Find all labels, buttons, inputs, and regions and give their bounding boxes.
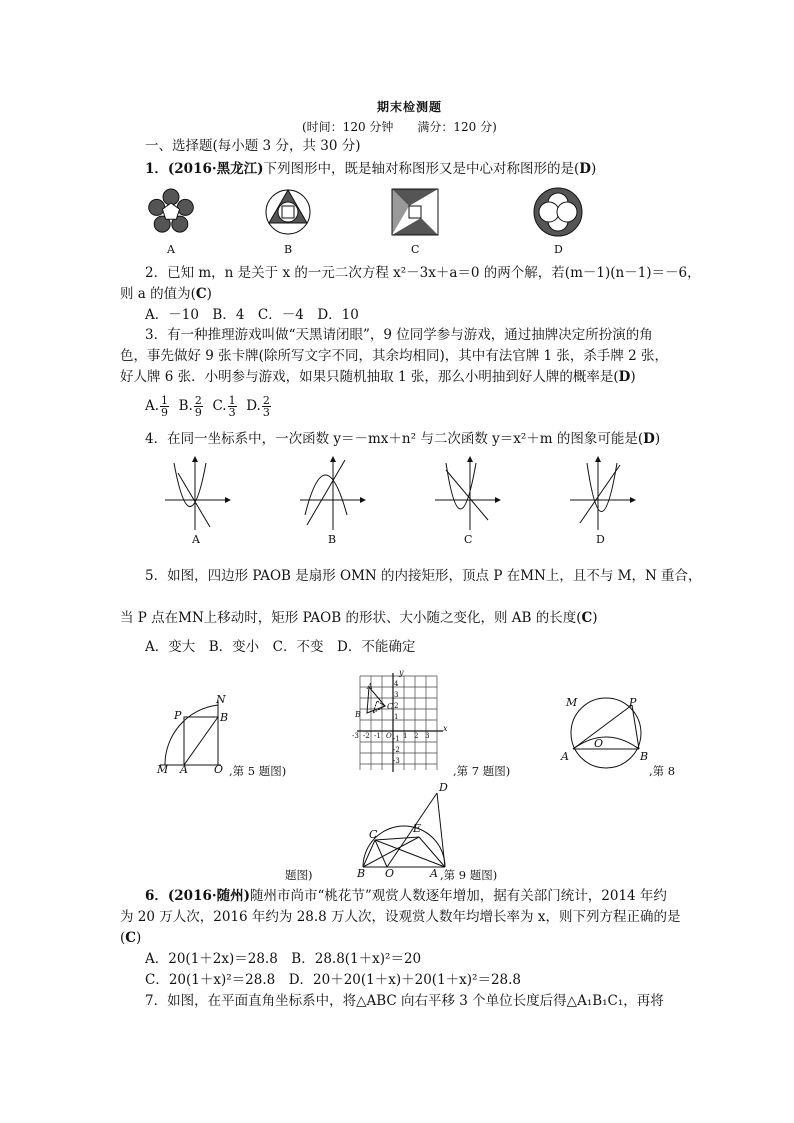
fig9-c: C	[369, 828, 378, 841]
q3-frac-b: $\frac{2}{9}$	[194, 394, 202, 419]
q4-close: )	[654, 431, 661, 447]
figure-7-caption: ,第 7 题图)	[453, 764, 511, 778]
q3-opt-d: D.	[246, 398, 261, 414]
q1-figures	[145, 185, 605, 260]
q6-close: )	[136, 930, 142, 946]
q6-options-cd: C．20(1＋x)²＝28.8 D．20＋20(1＋x)＋20(1＋x)²＝28.8	[145, 972, 522, 988]
q2-options: A．－10 B．4 C．－4 D．10	[145, 307, 359, 323]
q1-figure-d	[534, 188, 582, 236]
q6-options-ab: A．20(1＋2x)＝28.8 B．28.8(1＋x)²＝20	[145, 951, 422, 967]
q4-label-c: C	[464, 533, 473, 546]
q4-graphs	[160, 455, 630, 535]
q7-line1: 7．如图，在平面直角坐标系中，将△ABC 向右平移 3 个单位长度后得△A₁B₁C₁，再将	[145, 993, 664, 1009]
fig7-origin: O	[386, 732, 392, 740]
q3-answer: D	[618, 369, 631, 385]
q2-answer: C	[195, 286, 207, 302]
q4-graph-b	[300, 457, 365, 530]
fig7-y: y	[399, 668, 404, 677]
q1-close: )	[590, 161, 597, 177]
q4-answer: D	[643, 431, 655, 447]
q2-line1: 2．已知 m，n 是关于 x 的一元二次方程 x²－3x＋a＝0 的两个解，若(m－1)(n－1)＝－6，	[145, 265, 701, 281]
q1-figure-b	[266, 190, 310, 234]
q3-frac-d: $\frac{2}{3}$	[262, 394, 270, 419]
fig8-p: P	[629, 696, 637, 709]
q3-frac-c: $\frac{1}{3}$	[228, 394, 236, 419]
fig7-a: A	[367, 682, 373, 691]
q4-graph-a	[165, 457, 230, 530]
fig7-tick-y-4: 4	[394, 680, 399, 688]
q1-answer: D	[579, 161, 591, 177]
q6-number: 6．	[145, 888, 168, 904]
q5-line1: 5．如图，四边形 PAOB 是扇形 OMN 的内接矩形，顶点 P 在MN上，且不与 M，N 重合，	[145, 568, 702, 584]
q6-open: (	[120, 930, 126, 946]
q3-frac-a: $\frac{1}{9}$	[161, 394, 169, 419]
fig9-a: A	[430, 867, 438, 880]
fig7-tick-y-3: 3	[394, 691, 399, 699]
figure-9-caption: ,第 9 题图)	[440, 868, 498, 882]
q2-line2-text: 则 a 的值为(	[120, 286, 196, 302]
q3-line2: 色，事先做好 9 张卡牌(除所写文字不同，其余均相同)，其中有法官牌 1 张，杀手牌 2 张，	[120, 348, 669, 364]
q5-options: A．变大 B．变小 C．不变 D．不能确定	[145, 639, 416, 655]
q3-opt-a: A.	[145, 398, 160, 414]
q1-label-b: B	[284, 243, 293, 256]
fig8-b: B	[640, 750, 649, 763]
q3-line3-text: 好人牌 6 张．小明参与游戏，如果只随机抽取 1 张，那么小明抽到好人牌的概率是(	[120, 369, 619, 385]
q3-opt-b: B.	[178, 398, 193, 414]
fig5-n: N	[216, 693, 226, 706]
fig8-a: A	[561, 750, 569, 763]
page-subtitle: (时间：120 分钟 满分：120 分)	[302, 120, 497, 134]
q1-number: 1．	[145, 161, 168, 177]
q3-line3	[120, 368, 636, 386]
fig7-tick-x-neg1: -1	[374, 732, 381, 740]
q2-line2	[120, 285, 212, 303]
fig7-tick-x-neg2: -2	[363, 732, 370, 740]
q1-label-a: A	[167, 243, 175, 256]
q5-answer: C	[581, 610, 593, 626]
fig5-b: B	[220, 711, 229, 724]
fig7-b: B	[355, 710, 361, 719]
fig7-tick-y-2: 2	[394, 702, 399, 710]
q3-close: )	[630, 369, 636, 385]
fig9-d: D	[439, 781, 448, 794]
figure-8-caption-b: 题图)	[285, 868, 313, 882]
fig9-o: O	[385, 867, 395, 880]
fig7-tick-x-1: 1	[403, 732, 408, 740]
fig7-tick-y-neg2: -2	[393, 746, 400, 754]
q3-line1: 3．有一种推理游戏叫做“天黑请闭眼”，9 位同学参与游戏，通过抽牌决定所扮演的角	[145, 327, 653, 343]
fig7-tick-y-neg1: -1	[393, 735, 400, 743]
fig5-o: O	[214, 763, 224, 776]
q1-text: 下列图形中，既是轴对称图形又是中心对称图形的是(	[263, 161, 580, 177]
q6-line1	[145, 887, 667, 905]
question-1	[145, 160, 596, 178]
q6-source: (2016·随州)	[167, 888, 250, 904]
fig5-p: P	[174, 709, 182, 722]
page-title: 期末检测题	[377, 100, 443, 114]
q4-graph-d	[570, 457, 635, 530]
q6-answer: C	[125, 930, 137, 946]
q3-opt-c: C.	[212, 398, 227, 414]
fig9-b: B	[357, 867, 366, 880]
figure-5	[155, 695, 235, 770]
fig7-tick-y-neg3: -3	[393, 757, 400, 765]
section-heading: 一、选择题(每小题 3 分，共 30 分)	[145, 138, 361, 154]
q4-graph-c	[435, 457, 500, 530]
fig7-c: C	[387, 702, 394, 711]
fig7-tick-x-neg3: -3	[352, 732, 359, 740]
q1-figure-c	[392, 189, 438, 235]
fig9-e: E	[413, 822, 422, 835]
q4-label-d: D	[596, 533, 605, 546]
figure-5-caption: ,第 5 题图)	[229, 764, 287, 778]
q2-close: )	[206, 286, 212, 302]
fig7-x: x	[443, 724, 448, 733]
q3-options	[145, 393, 272, 419]
fig7-tick-x-2: 2	[414, 732, 419, 740]
q5-close: )	[592, 610, 598, 626]
q4-text	[145, 430, 660, 448]
q6-line2: 为 20 万人次，2016 年约为 28.8 万人次，设观赏人数年均增长率为 x，则下列方程正确的是	[120, 909, 681, 925]
fig8-m: M	[566, 696, 578, 709]
q5-line2-text: 当 P 点在MN上移动时，矩形 PAOB 的形状、大小随之变化，则 AB 的长度(	[120, 610, 582, 626]
fig7-tick-y-1: 1	[394, 713, 399, 721]
q1-source: (2016·黑龙江)	[167, 161, 264, 177]
fig5-m: M	[157, 763, 169, 776]
q5-line2	[120, 609, 598, 627]
fig8-o: O	[594, 737, 604, 750]
figure-8-caption-a: ,第 8	[649, 764, 676, 778]
q6-line1-text: 随州市尚市“桃花节”观赏人数逐年增加，据有关部门统计，2014 年约	[249, 888, 667, 904]
fig5-a: A	[180, 763, 188, 776]
q6-answer-line	[120, 929, 141, 947]
q1-figure-a	[149, 189, 194, 232]
q1-label-c: C	[411, 243, 420, 256]
q1-label-d: D	[554, 243, 563, 256]
q4-label-b: B	[328, 533, 337, 546]
q4-text-body: 4．在同一坐标系中，一次函数 y＝－mx＋n² 与二次函数 y＝x²＋m 的图象可能是(	[145, 431, 644, 447]
q4-label-a: A	[192, 533, 200, 546]
fig7-tick-x-3: 3	[425, 732, 430, 740]
